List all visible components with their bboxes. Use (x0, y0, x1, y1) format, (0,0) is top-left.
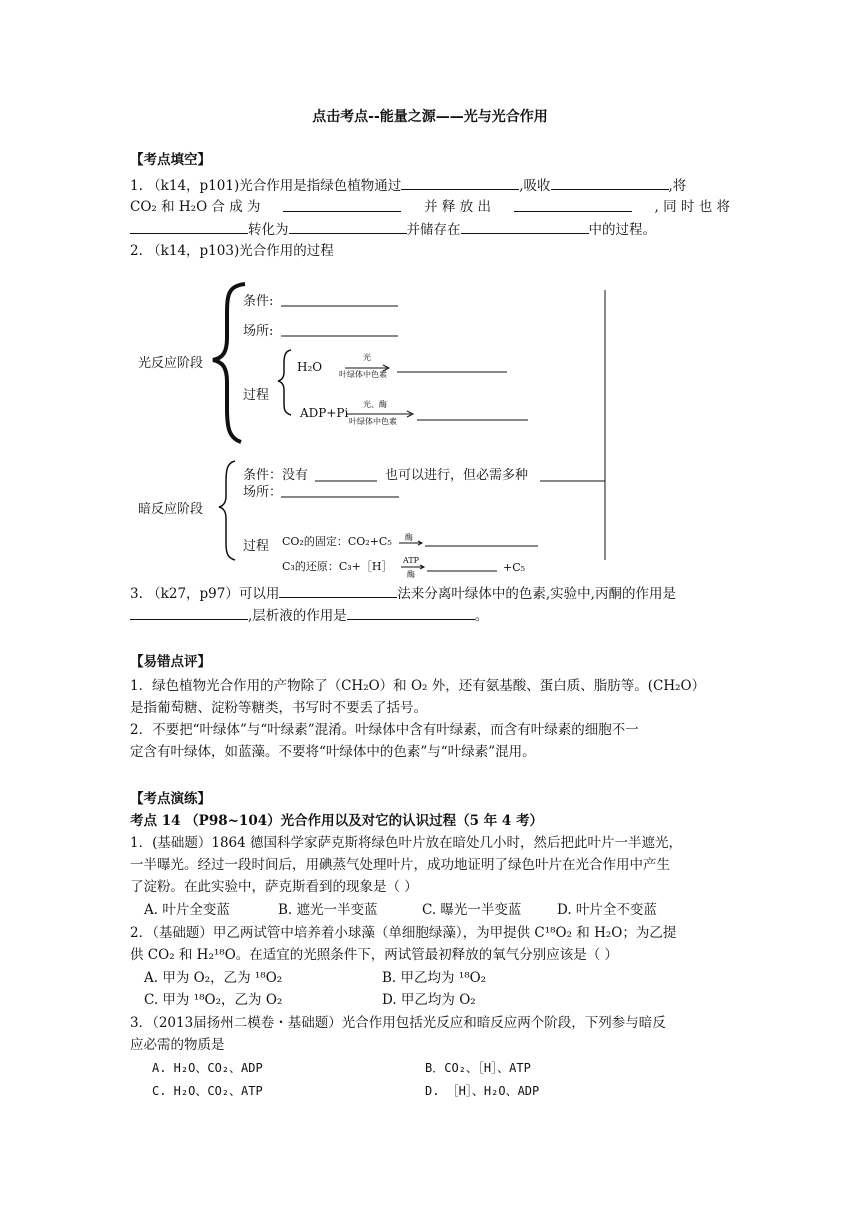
q1-line3: 转化为 并储存在 中的过程。 (130, 219, 656, 240)
arrow-pigment-label: 叶绿体中色素 (339, 370, 387, 379)
page-title: 点击考点--能量之源——光与光合作用 (312, 109, 548, 125)
p3-option-b[interactable]: B．CO₂、［H］、ATP (425, 1061, 531, 1075)
c3-reduce-label: C₃的还原：C₃+［H］ (282, 560, 393, 573)
blank-5[interactable] (130, 219, 248, 234)
error-line-1: 1．绿色植物光合作用的产物除了（CH₂O）和 O₂ 外，还有氨基酸、蛋白质、脂肪等。(CH₂O） (130, 678, 706, 694)
p2-option-b[interactable]: B. 甲乙均为 ¹⁸O₂ (382, 970, 487, 986)
q1-line1: 1. （k14，p101)光合作用是指绿色植物通过 ,吸收 ,将 (130, 175, 686, 196)
p2-option-a[interactable]: A. 甲为 O₂，乙为 ¹⁸O₂ (144, 970, 283, 986)
blank-9[interactable] (130, 605, 248, 620)
p1-option-b[interactable]: B. 遮光一半变蓝 (278, 902, 378, 918)
blank-10[interactable] (347, 605, 475, 620)
dark-stage-label: 暗反应阶段 (138, 502, 204, 517)
arrow-light-label: 光 (363, 353, 371, 362)
q2-text: 2. （k14，p103)光合作用的过程 (130, 243, 334, 259)
p1-option-d[interactable]: D. 叶片全不变蓝 (557, 902, 657, 918)
p3-option-a[interactable]: A. H₂O、CO₂、ADP (152, 1061, 263, 1075)
blank-2[interactable] (551, 175, 669, 190)
section-errors-heading: 【易错点评】 (130, 654, 211, 670)
dark-place-label: 场所： (243, 485, 283, 500)
p2-option-d[interactable]: D. 甲乙均为 O₂ (382, 992, 476, 1008)
light-stage-brace (213, 284, 245, 442)
atp-label: ATP (403, 556, 420, 565)
light-stage-label: 光反应阶段 (138, 356, 204, 371)
light-process-label: 过程 (243, 388, 270, 403)
process-brace (278, 350, 291, 415)
blank-7[interactable] (461, 219, 589, 234)
enzyme-label: 酶 (405, 533, 413, 542)
adp-pi-label: ADP+Pi (300, 406, 349, 420)
h2o-label: H₂O (297, 360, 323, 374)
blank-6[interactable] (289, 219, 407, 234)
p1-option-a[interactable]: A. 叶片全变蓝 (144, 902, 230, 918)
p3-option-c[interactable]: C. H₂O、CO₂、ATP (152, 1084, 263, 1098)
error-line-4: 定含有叶绿体，如蓝藻。不要将“叶绿体中的色素”与“叶绿素”混用。 (130, 744, 536, 760)
section-fill-heading: 【考点填空】 (130, 152, 211, 168)
q1-line2: CO₂ 和 H₂O 合 成 为 并 释 放 出 , 同 时 也 将 (130, 199, 730, 215)
q3-line1: 3. （k27，p97）可以用 法来分离叶绿体中的色素,实验中,丙酮的作用是 (130, 583, 676, 604)
p3-line2: 应必需的物质是 (130, 1037, 225, 1053)
dark-condition-a: 条件：没有 (243, 468, 309, 483)
practice-topic-heading: 考点 14 （P98~104）光合作用以及对它的认识过程（5 年 4 考） (130, 813, 544, 829)
blank-8[interactable] (279, 583, 397, 598)
arrow-light-enzyme-label: 光、酶 (363, 400, 387, 409)
p2-option-c[interactable]: C. 甲为 ¹⁸O₂，乙为 O₂ (144, 992, 283, 1008)
dark-stage-brace (219, 461, 235, 560)
p1-line1: 1．(基础题）1864 德国科学家萨克斯将绿色叶片放在暗处几小时，然后把此叶片一半遮光， (130, 835, 683, 851)
plus-c5-label: +C₅ (503, 561, 526, 574)
blank-3[interactable] (283, 197, 401, 212)
error-line-2: 是指葡萄糖、淀粉等糖类，书写时不要丢了括号。 (130, 700, 427, 716)
dark-condition-b: 也可以进行，但必需多种 (385, 468, 529, 483)
p1-line3: 了淀粉。在此实验中，萨克斯看到的现象是（ ） (130, 879, 418, 895)
p2-line1: 2．（基础题）甲乙两试管中培养着小球藻（单细胞绿藻），为甲提供 C¹⁸O₂ 和 H₂O；为乙提 (130, 925, 677, 941)
light-condition-label: 条件: (243, 294, 274, 309)
p1-option-c[interactable]: C. 曝光一半变蓝 (422, 902, 522, 918)
light-place-label: 场所: (243, 324, 274, 339)
p3-option-d[interactable]: D. ［H］、H₂O、ADP (425, 1084, 540, 1098)
co2-fix-label: CO₂的固定：CO₂+C₅ (282, 535, 392, 548)
blank-4[interactable] (514, 197, 632, 212)
error-line-3: 2．不要把“叶绿体”与“叶绿素”混淆。叶绿体中含有叶绿素，而含有叶绿素的细胞不一 (130, 722, 639, 738)
section-practice-heading: 【考点演练】 (130, 791, 211, 807)
arrow-pigment-label-2: 叶绿体中色素 (349, 417, 397, 426)
q3-line2: ,层析液的作用是 。 (130, 605, 488, 626)
blank-1[interactable] (401, 175, 519, 190)
p1-line2: 一半曝光。经过一段时间后，用碘蒸气处理叶片，成功地证明了绿色叶片在光合作用中产生 (130, 857, 670, 873)
p3-line1: 3．（2013届扬州二模卷・基础题）光合作用包括光反应和暗反应两个阶段，下列参与暗反 (130, 1015, 666, 1031)
enzyme-label-2: 酶 (407, 570, 415, 579)
dark-process-label: 过程 (243, 539, 270, 554)
photosynthesis-diagram (135, 278, 615, 583)
p2-line2: 供 CO₂ 和 H₂¹⁸O。在适宜的光照条件下，两试管最初释放的氧气分别应该是（ ） (130, 947, 619, 963)
